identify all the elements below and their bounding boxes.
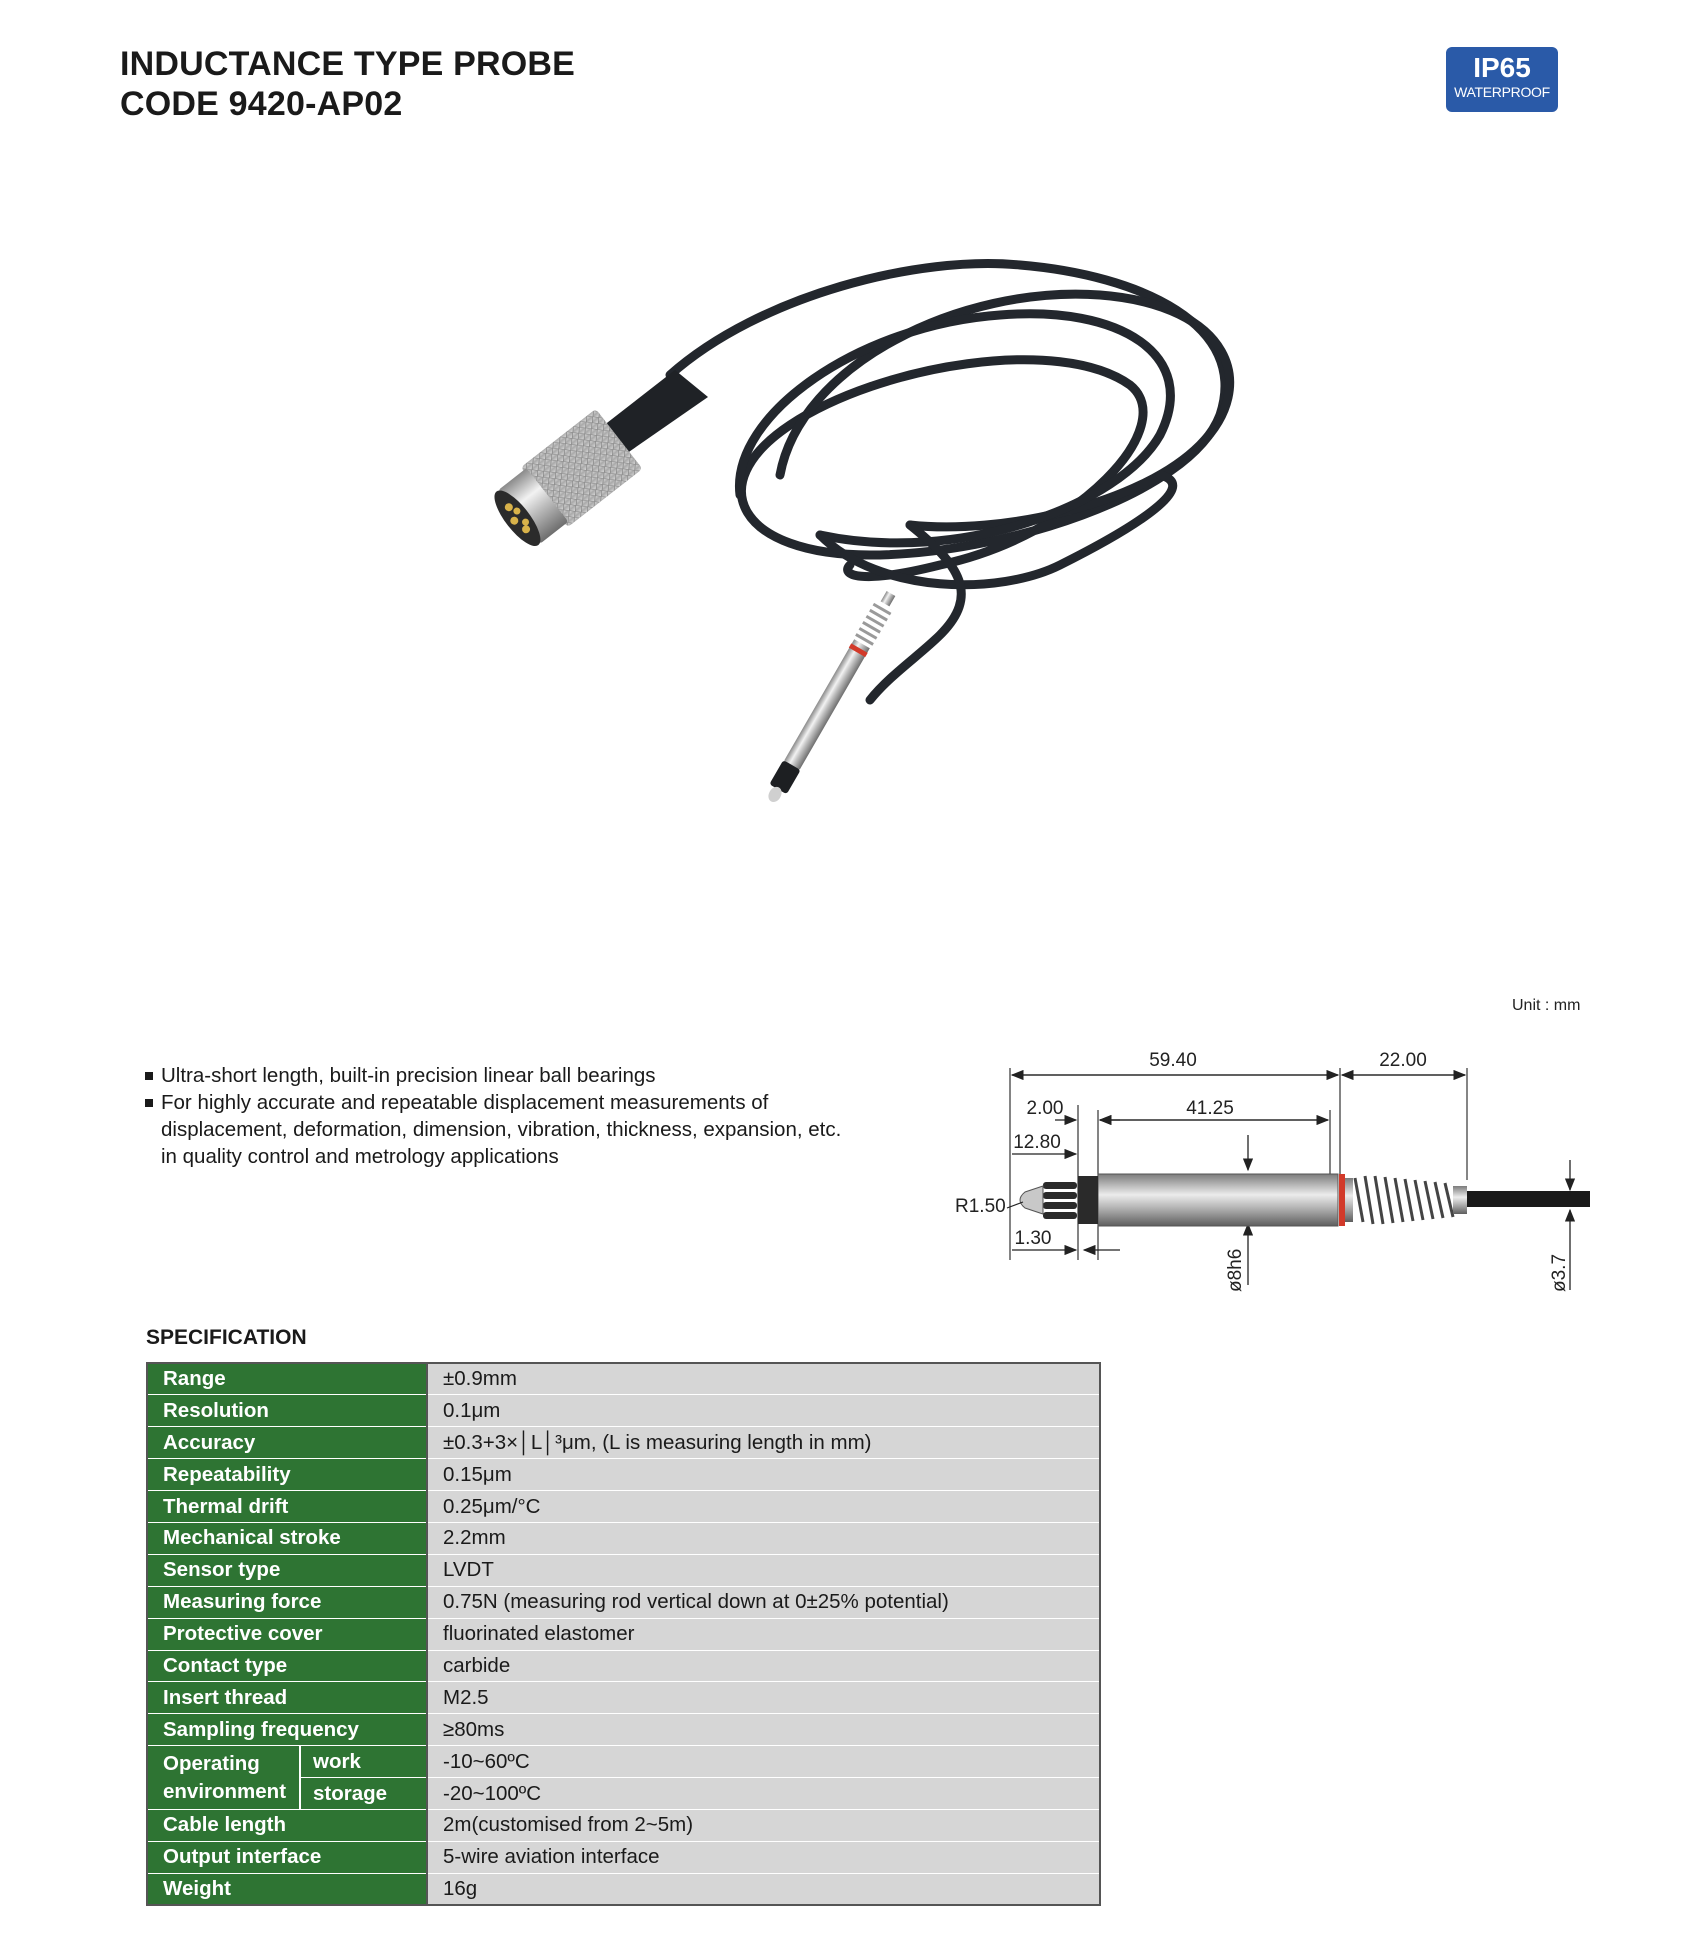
spec-table bbox=[146, 1362, 1101, 1906]
spec-value: 0.75N (measuring rod vertical down at 0±25% potential) bbox=[427, 1586, 1100, 1618]
dimension-drawing bbox=[945, 1040, 1595, 1310]
spec-label: Insert thread bbox=[147, 1682, 427, 1714]
spec-value: 5-wire aviation interface bbox=[427, 1841, 1100, 1873]
table-row bbox=[147, 1554, 1100, 1586]
title-line-2: CODE 9420-AP02 bbox=[120, 85, 403, 123]
table-row bbox=[147, 1650, 1100, 1682]
table-row bbox=[147, 1841, 1100, 1873]
operating-label-line: environment bbox=[163, 1779, 287, 1803]
feature-line: displacement, deformation, dimension, vibration, thickness, expansion, etc. bbox=[161, 1118, 842, 1141]
spec-value: LVDT bbox=[427, 1554, 1100, 1586]
spec-label: Range bbox=[147, 1363, 427, 1395]
table-row bbox=[147, 1682, 1100, 1714]
spec-value: 2m(customised from 2~5m) bbox=[427, 1809, 1100, 1841]
spec-value: ≥80ms bbox=[427, 1714, 1100, 1746]
dim-spring-label: 22.00 bbox=[1379, 1050, 1427, 1071]
spec-value: 2.2mm bbox=[427, 1522, 1100, 1554]
dim-tip-label: 12.80 bbox=[1013, 1132, 1061, 1153]
diameter-cable-label: ø3.7 bbox=[1549, 1253, 1570, 1292]
spec-value: ±0.9mm bbox=[427, 1363, 1100, 1395]
waterproof-label: WATERPROOF bbox=[1454, 84, 1550, 100]
diameter-body-label: ø8h6 bbox=[1225, 1248, 1246, 1292]
table-row bbox=[147, 1618, 1100, 1650]
spec-heading: SPECIFICATION bbox=[146, 1326, 307, 1349]
spec-value: 16g bbox=[427, 1873, 1100, 1905]
dim-nose-label: 1.30 bbox=[1014, 1228, 1052, 1249]
work-label: work bbox=[300, 1746, 427, 1778]
table-row bbox=[147, 1809, 1100, 1841]
unit-note: Unit : mm bbox=[1512, 997, 1581, 1014]
spec-label: Thermal drift bbox=[147, 1491, 427, 1523]
spec-label: Protective cover bbox=[147, 1618, 427, 1650]
spec-label: Cable length bbox=[147, 1809, 427, 1841]
spec-value: M2.5 bbox=[427, 1682, 1100, 1714]
table-row bbox=[147, 1395, 1100, 1427]
operating-environment-label bbox=[147, 1746, 300, 1810]
spec-label: Measuring force bbox=[147, 1586, 427, 1618]
table-row bbox=[147, 1873, 1100, 1905]
table-row bbox=[147, 1714, 1100, 1746]
spec-label: Output interface bbox=[147, 1841, 427, 1873]
spec-value: 0.1μm bbox=[427, 1395, 1100, 1427]
spec-value: 0.25μm/°C bbox=[427, 1491, 1100, 1523]
spec-label: Mechanical stroke bbox=[147, 1522, 427, 1554]
dim-total-label: 59.40 bbox=[1149, 1050, 1197, 1071]
table-row bbox=[147, 1491, 1100, 1523]
title-line-1: INDUCTANCE TYPE PROBE bbox=[120, 45, 576, 83]
ip-rating: IP65 bbox=[1473, 52, 1531, 83]
radius-label: R1.50 bbox=[955, 1196, 1006, 1217]
spec-label: Sensor type bbox=[147, 1554, 427, 1586]
spec-value: 0.15μm bbox=[427, 1459, 1100, 1491]
operating-label-line: Operating bbox=[163, 1751, 260, 1775]
spec-label: Accuracy bbox=[147, 1427, 427, 1459]
page-title bbox=[120, 44, 575, 124]
table-row bbox=[147, 1522, 1100, 1554]
feature-line: in quality control and metrology applications bbox=[161, 1145, 559, 1168]
spec-value: fluorinated elastomer bbox=[427, 1618, 1100, 1650]
feature-item bbox=[145, 1089, 925, 1170]
dim-tip-offset-label: 2.00 bbox=[1026, 1098, 1064, 1119]
dim-body-label: 41.25 bbox=[1186, 1098, 1234, 1119]
table-row bbox=[147, 1427, 1100, 1459]
table-row bbox=[147, 1586, 1100, 1618]
ip65-badge bbox=[1446, 47, 1558, 112]
table-row bbox=[147, 1363, 1100, 1395]
spec-label: Contact type bbox=[147, 1650, 427, 1682]
table-row bbox=[147, 1459, 1100, 1491]
feature-line: For highly accurate and repeatable displacement measurements of bbox=[161, 1091, 769, 1114]
storage-label: storage bbox=[300, 1778, 427, 1810]
feature-list bbox=[145, 1062, 925, 1170]
spec-value: ±0.3+3×│L│³μm, (L is measuring length in mm) bbox=[427, 1427, 1100, 1459]
spec-label: Repeatability bbox=[147, 1459, 427, 1491]
spec-value: carbide bbox=[427, 1650, 1100, 1682]
storage-value: -20~100ºC bbox=[427, 1778, 1100, 1810]
work-value: -10~60ºC bbox=[427, 1746, 1100, 1778]
spec-label: Weight bbox=[147, 1873, 427, 1905]
spec-label: Resolution bbox=[147, 1395, 427, 1427]
table-row bbox=[147, 1746, 1100, 1778]
spec-label: Sampling frequency bbox=[147, 1714, 427, 1746]
probe-product-image bbox=[440, 235, 1260, 875]
feature-item: Ultra-short length, built-in precision linear ball bearings bbox=[145, 1062, 925, 1089]
